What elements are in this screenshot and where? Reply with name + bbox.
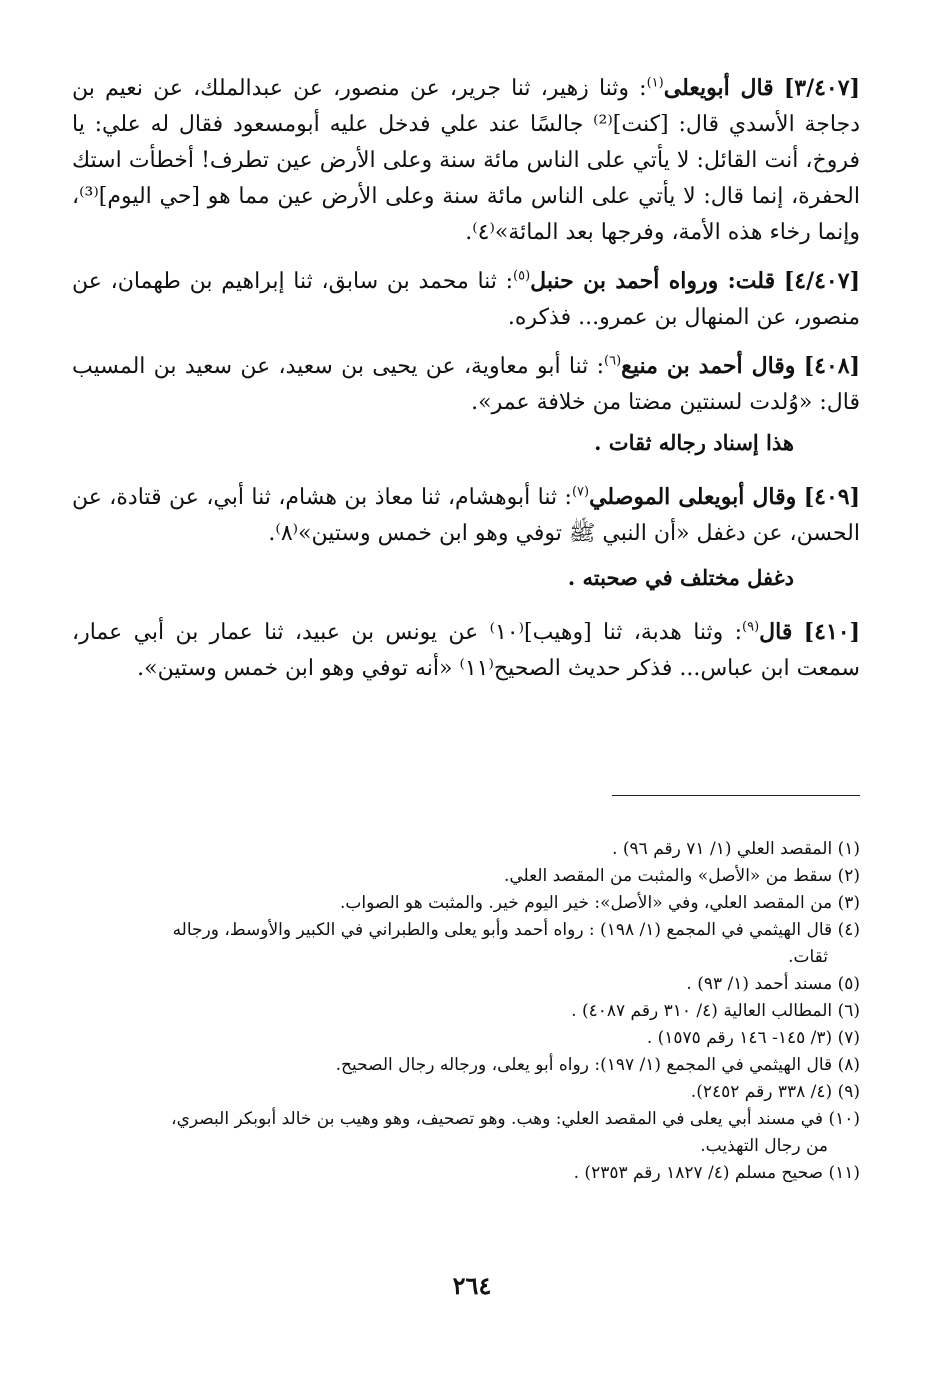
footnote-number: (٤) <box>837 920 860 940</box>
footnote-number: (٨) <box>837 1055 860 1075</box>
footnote-text: مسند أحمد (١/ ٩٣) . <box>686 974 833 994</box>
footnote-text: (٣/ ١٤٥- ١٤٦ رقم ١٥٧٥) . <box>646 1028 833 1048</box>
footnote-continuation: ثقات. <box>788 947 828 967</box>
entry-text: : ثنا أبوهشام، ثنا معاذ بن هشام، ثنا أبي، عن قتادة، عن الحسن، عن دغفل «أن النبي ﷺ توفي وهو ابن خمس وستين»⁽٨⁾. <box>72 485 860 546</box>
main-text <box>72 70 860 699</box>
footnote-text: في مسند أبي يعلى في المقصد العلي: وهب. وهو تصحيف، وهو وهيب بن خالد أبوبكر البصري، <box>171 1109 824 1129</box>
footnote-number: (٦) <box>837 1001 860 1021</box>
footnote-ref: (٧) <box>571 484 590 500</box>
footnote-separator <box>612 795 860 796</box>
footnote-text: (٤/ ٣٣٨ رقم ٢٤٥٢). <box>690 1082 833 1102</box>
footnote-number: (٧) <box>837 1028 860 1048</box>
footnote-number: (٢) <box>837 866 860 886</box>
narrator-name: قال <box>759 619 793 645</box>
footnote-text: قال الهيثمي في المجمع (١/ ١٩٨) : رواه أحمد وأبو يعلى والطبراني في الكبير والأوسط، ورجاله <box>172 920 833 940</box>
footnote-text: سقط من «الأصل» والمثبت من المقصد العلي. <box>503 866 833 886</box>
footnote-ref: (١) <box>646 75 664 91</box>
entry-number: [٤١٠] <box>803 619 860 645</box>
entry-number: [٤٠٩] <box>803 484 860 510</box>
footnote-number: (٩) <box>837 1082 860 1102</box>
footnote-ref: (٥) <box>513 268 531 284</box>
footnote-number: (١) <box>837 839 860 859</box>
hadith-entry-410 <box>72 614 860 687</box>
footnote-6 <box>72 998 860 1025</box>
entry-number: [٤/٤٠٧] <box>783 268 860 294</box>
entry-number: [٤٠٨] <box>803 353 860 379</box>
footnote-5 <box>72 971 860 998</box>
grading-note-409: دغفل مختلف في صحبته . <box>567 565 794 590</box>
footnote-text: المطالب العالية (٤/ ٣١٠ رقم ٤٠٨٧) . <box>571 1001 833 1021</box>
footnote-10 <box>72 1106 860 1160</box>
hadith-entry-408 <box>72 348 860 421</box>
footnote-ref: (٦) <box>604 353 622 369</box>
footnotes <box>72 836 860 1187</box>
footnote-text: صحيح مسلم (٤/ ١٨٢٧ رقم ٢٣٥٣) . <box>573 1163 824 1183</box>
footnote-8 <box>72 1052 860 1079</box>
footnote-1 <box>72 836 860 863</box>
entry-text: : وثنا هدبة، ثنا [وهيب]⁽١٠⁾ عن يونس بن عبيد، ثنا عمار بن أبي عمار، سمعت ابن عباس... فذكر حديث الصحيح⁽١١⁾ «أنه توفي وهو ابن خمس وستين». <box>72 620 860 681</box>
hadith-entry-407-3 <box>72 70 860 251</box>
hadith-entry-407-4 <box>72 263 860 336</box>
footnote-ref: (٩) <box>742 619 760 635</box>
footnote-2 <box>72 863 860 890</box>
narrator-name: وقال أبويعلى الموصلي <box>589 484 797 510</box>
footnote-9 <box>72 1079 860 1106</box>
footnote-number: (١١) <box>828 1163 860 1183</box>
entry-text: : ثنا محمد بن سابق، ثنا إبراهيم بن طهمان، عن منصور، عن المنهال بن عمرو... فذكره. <box>72 269 860 330</box>
footnote-text: قال الهيثمي في المجمع (١/ ١٩٧): رواه أبو يعلى، ورجاله رجال الصحيح. <box>335 1055 833 1075</box>
footnote-7 <box>72 1025 860 1052</box>
footnote-number: (١٠) <box>828 1109 860 1129</box>
footnote-3 <box>72 890 860 917</box>
footnote-4 <box>72 917 860 971</box>
footnote-text: من المقصد العلي، وفي «الأصل»: خير اليوم خير. والمثبت هو الصواب. <box>339 893 833 913</box>
hadith-entry-409 <box>72 479 860 552</box>
narrator-name: وقال أحمد بن منيع <box>621 353 796 379</box>
entry-text: : ثنا أبو معاوية، عن يحيى بن سعيد، عن سعيد بن المسيب قال: «وُلدت لسنتين مضتا من خلافة عمر». <box>72 354 860 415</box>
narrator-name: قلت: ورواه أحمد بن حنبل <box>530 268 776 294</box>
footnote-continuation: من رجال التهذيب. <box>700 1136 828 1156</box>
footnote-number: (٥) <box>837 974 860 994</box>
footnote-text: المقصد العلي (١/ ٧١ رقم ٩٦) . <box>612 839 833 859</box>
footnote-number: (٣) <box>837 893 860 913</box>
entry-text: : وثنا زهير، ثنا جرير، عن منصور، عن عبدالملك، عن نعيم بن دجاجة الأسدي قال: [كنت]⁽²⁾ جالسًا عند علي فدخل عليه أبومسعود فقال له علي: يا فروخ، أنت القائل: لا يأتي على الناس مائة سنة وعلى الأرض عين تطرف! أخطأت استك الحفرة، إنما قال: لا يأتي على الناس مائة سنة وعلى الأرض عين مما هو [حي اليوم]⁽³⁾، وإنما رخاء هذه الأمة، وفرجها بعد المائة»⁽٤⁾. <box>72 76 860 245</box>
entry-number: [٣/٤٠٧] <box>783 75 860 101</box>
page-number: ٢٦٤ <box>452 1271 492 1300</box>
narrator-name: قال أبويعلى <box>663 75 774 101</box>
footnote-11 <box>72 1160 860 1187</box>
grading-note-408: هذا إسناد رجاله ثقات . <box>594 430 794 455</box>
